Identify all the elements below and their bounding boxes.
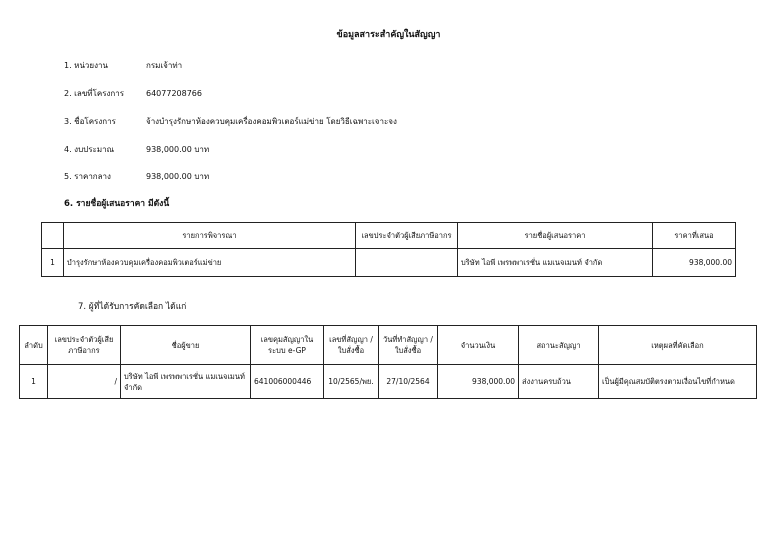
- column-header: ราคาที่เสนอ: [653, 223, 736, 249]
- field-median-price: [64, 170, 209, 183]
- table-header-row: [42, 223, 736, 249]
- field-value: 938,000.00 บาท: [146, 145, 210, 154]
- column-header: เลขคุมสัญญาในระบบ e-GP: [251, 326, 324, 365]
- field-project-name: [64, 115, 397, 128]
- field-label: 2. เลขที่โครงการ: [64, 89, 125, 98]
- column-header: เลขประจำตัวผู้เสียภาษีอากร: [48, 326, 121, 365]
- field-value: กรมเจ้าท่า: [146, 61, 183, 70]
- column-header: เลขที่สัญญา / ใบสั่งซื้อ: [324, 326, 379, 365]
- field-value: 64077208766: [146, 89, 202, 98]
- bidders-table: [41, 222, 736, 277]
- column-header: จำนวนเงิน: [438, 326, 519, 365]
- table-cell: 1: [42, 249, 64, 277]
- column-header: [42, 223, 64, 249]
- column-header: ลำดับ: [20, 326, 48, 365]
- table-row: [42, 249, 736, 277]
- table-cell: /: [48, 365, 121, 399]
- table-cell: บำรุงรักษาห้องควบคุมเครื่องคอมพิวเตอร์แม่ข่าย: [64, 249, 356, 277]
- selected-vendor-table: [19, 325, 757, 399]
- field-budget: [64, 143, 209, 156]
- column-header: วันที่ทำสัญญา / ใบสั่งซื้อ: [379, 326, 438, 365]
- column-header: เลขประจำตัวผู้เสียภาษีอากร: [356, 223, 458, 249]
- field-label: 3. ชื่อโครงการ: [64, 117, 116, 126]
- table-cell: 27/10/2564: [379, 365, 438, 399]
- column-header: สถานะสัญญา: [519, 326, 599, 365]
- column-header: เหตุผลที่คัดเลือก: [599, 326, 757, 365]
- table-cell: 641006000446: [251, 365, 324, 399]
- table-cell: [356, 249, 458, 277]
- table-cell: 938,000.00: [653, 249, 736, 277]
- table-cell: 1: [20, 365, 48, 399]
- table-cell: 938,000.00: [438, 365, 519, 399]
- field-agency: [64, 59, 182, 72]
- section-selected-heading: 7. ผู้ที่ได้รับการคัดเลือก ได้แก่: [78, 302, 187, 312]
- column-header: รายชื่อผู้เสนอราคา: [458, 223, 653, 249]
- table-row: [20, 365, 757, 399]
- field-project-number: [64, 87, 202, 100]
- table-cell: บริษัท ไอพี เพรพพาเรชั่น แมเนจเมนท์ จำกัด: [121, 365, 251, 399]
- column-header: ชื่อผู้ขาย: [121, 326, 251, 365]
- field-value: จ้างบำรุงรักษาห้องควบคุมเครื่องคอมพิวเตอร์แม่ข่าย โดยวิธีเฉพาะเจาะจง: [146, 117, 397, 126]
- field-label: 1. หน่วยงาน: [64, 61, 108, 70]
- document-title: ข้อมูลสาระสำคัญในสัญญา: [336, 30, 441, 40]
- table-cell: เป็นผู้มีคุณสมบัติตรงตามเงื่อนไขที่กำหนด: [599, 365, 757, 399]
- field-value: 938,000.00 บาท: [146, 172, 210, 181]
- section-bidders-heading: 6. รายชื่อผู้เสนอราคา มีดังนี้: [64, 199, 170, 209]
- column-header: รายการพิจารณา: [64, 223, 356, 249]
- field-label: 5. ราคากลาง: [64, 172, 111, 181]
- table-cell: ส่งงานครบถ้วน: [519, 365, 599, 399]
- table-cell: 10/2565/พย.: [324, 365, 379, 399]
- table-header-row: [20, 326, 757, 365]
- field-label: 4. งบประมาณ: [64, 145, 115, 154]
- table-cell: บริษัท ไอพี เพรพพาเรชั่น แมเนจเมนท์ จำกัด: [458, 249, 653, 277]
